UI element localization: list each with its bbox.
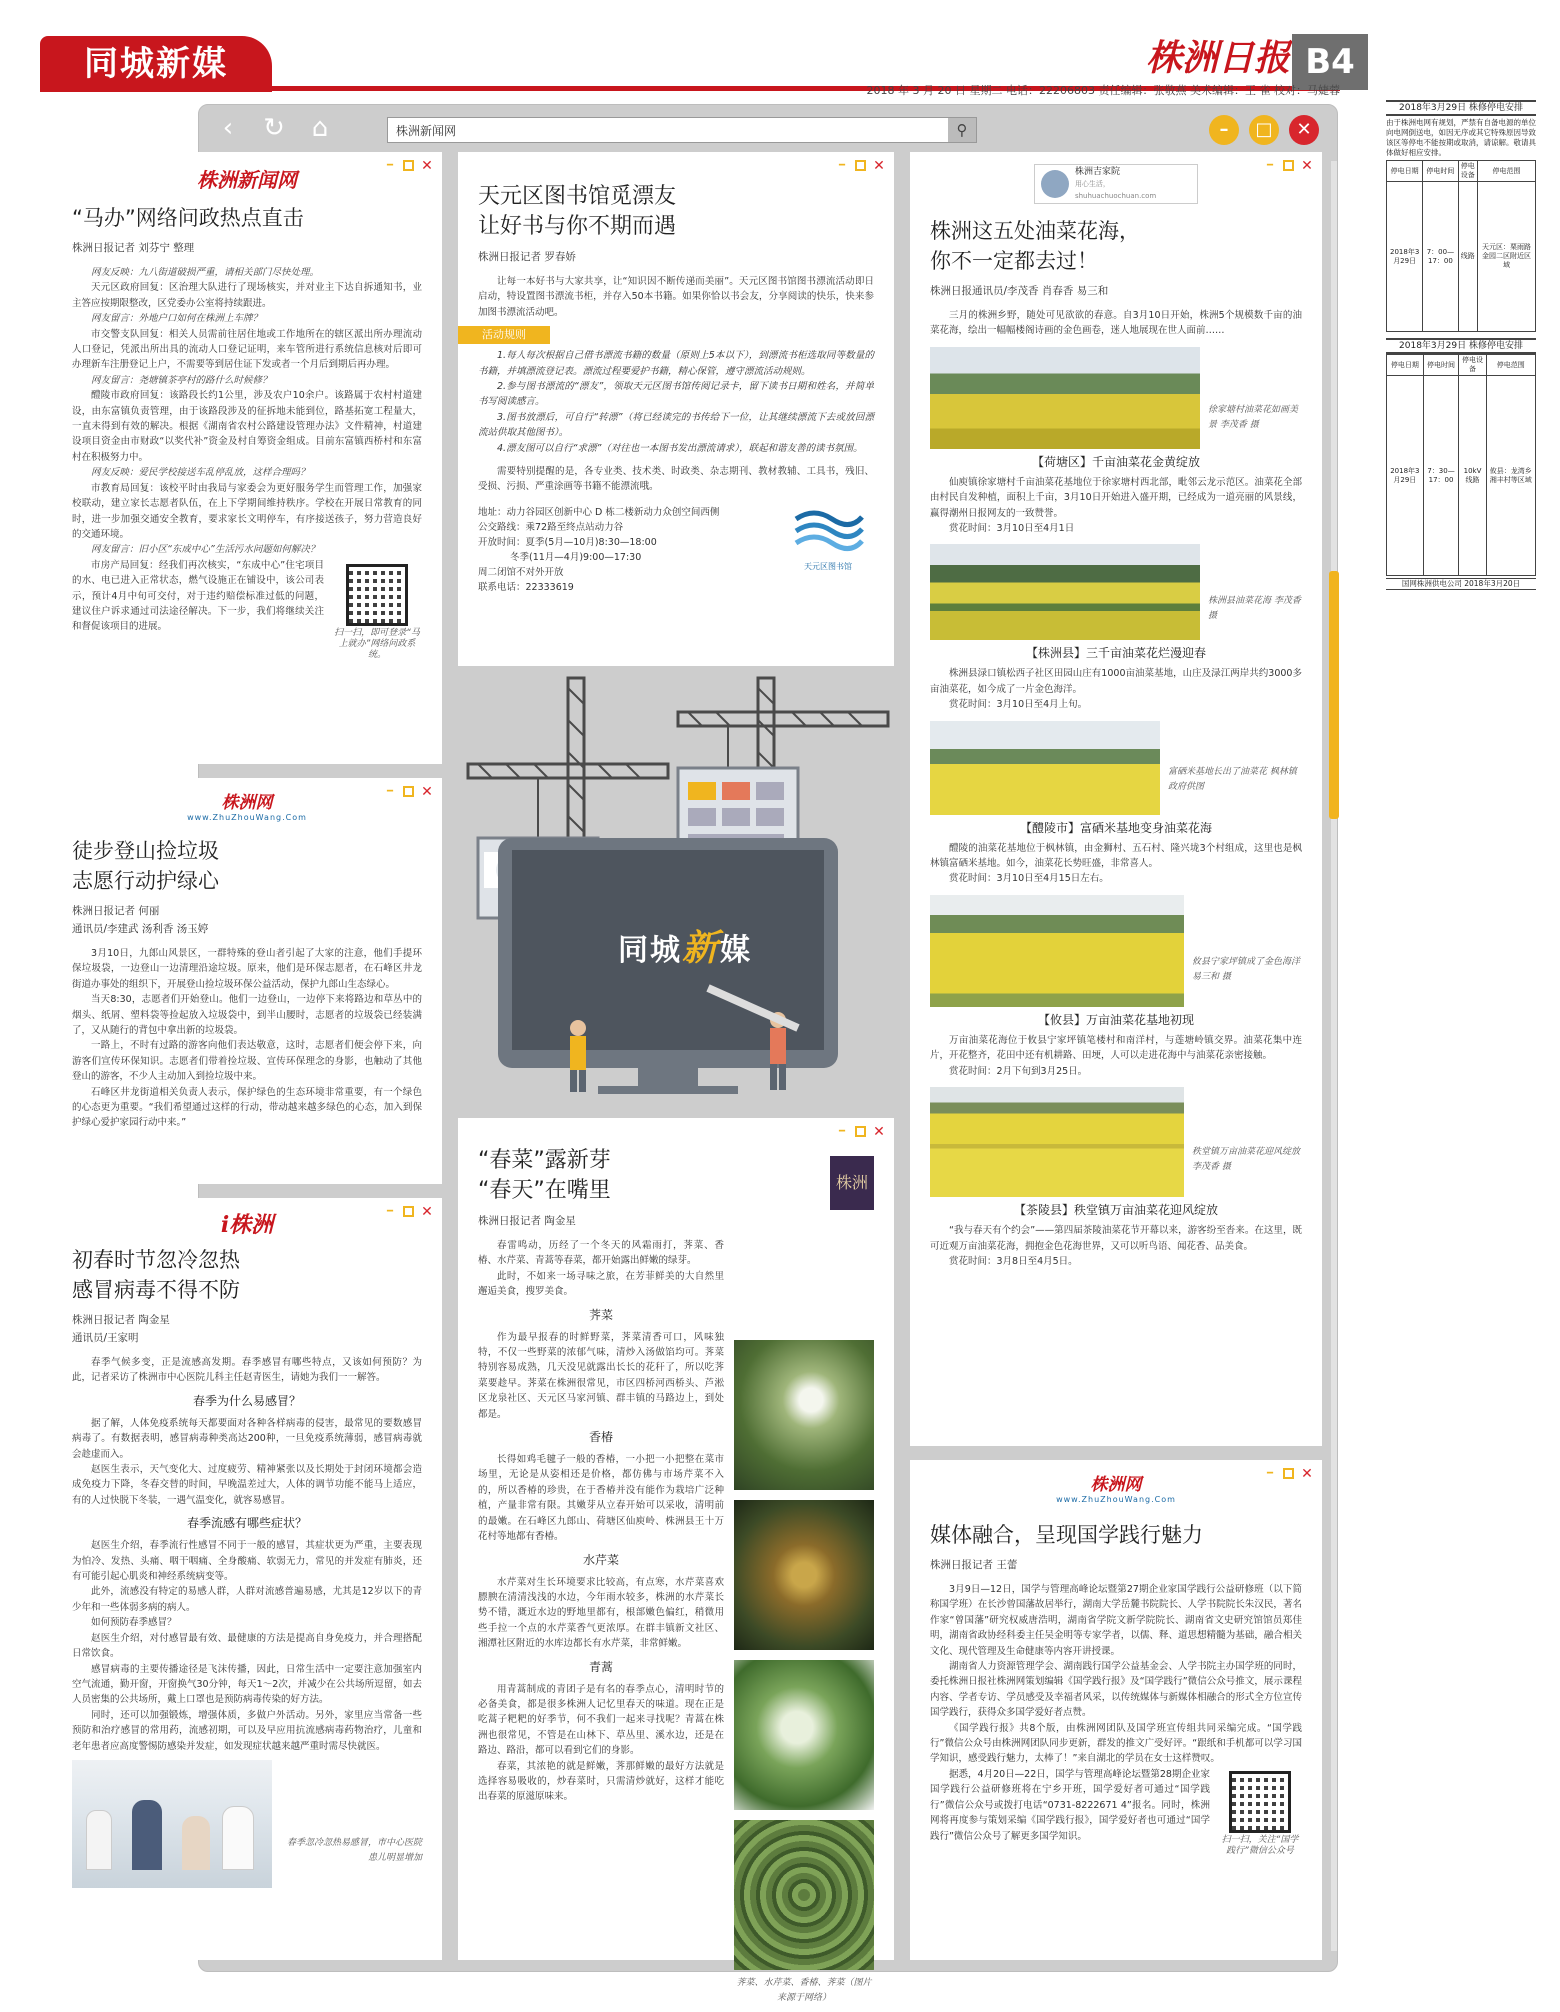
banner-text: 媒	[720, 933, 753, 968]
article-card-cold	[52, 1198, 442, 1960]
zhuzhou-wang-logo: 株洲网	[221, 793, 273, 813]
article-title: 你不一定都去过！	[930, 249, 1098, 273]
toon-sprout-photo	[734, 1500, 874, 1650]
col-header: 停电时间	[1423, 355, 1459, 376]
zhuzhou-news-logo: 株洲新闻网	[197, 168, 297, 192]
banner-text-highlight: 新	[682, 928, 721, 969]
region-title: 【茶陵县】秩堂镇万亩油菜花迎风绽放	[1013, 1203, 1218, 1218]
question: 网友反映：爱民学校接送车乱停乱放，这样合理吗？	[91, 467, 310, 479]
article-card-guoxue	[910, 1460, 1322, 1960]
notice-title: 2018年3月29日 株修停电安排	[1386, 338, 1536, 354]
paragraph: 一路上，不时有过路的游客向他们表达敬意，这时，志愿者们便会停下来，向游客们宣传环保知识。志愿者们带着捡垃圾、宣传环保理念的身影，也触动了其他登山的游客，不少人主动加入到捡垃圾中来。	[72, 1040, 422, 1083]
photo-row	[930, 721, 1302, 815]
paragraph: 春季气候多变，正是流感高发期。春季感冒有哪些特点，又该如何预防？为此，记者采访了株洲市中心医院儿科主任赵青医生，请她为我们一一解答。	[72, 1357, 422, 1384]
paragraph: 赵医生介绍，对付感冒最有效、最健康的方法是提高自身免疫力，并合理搭配日常饮食。	[72, 1632, 422, 1660]
library-logo-icon	[792, 505, 864, 557]
card-controls	[835, 1126, 886, 1138]
library-details	[478, 505, 782, 595]
article-title: “马办”网络问政热点直击	[72, 206, 304, 230]
article-byline: 株洲日报记者 陶金星	[478, 1215, 576, 1227]
article-body	[930, 1223, 1302, 1269]
account-name: 株洲吉家院	[1074, 167, 1120, 177]
rules-list	[478, 348, 874, 456]
paragraph: 此时，不如来一场寻味之旅，在芳菲鲜美的大自然里邂逅美食，搜罗美食。	[478, 1270, 724, 1298]
paragraph: “我与春天有个约会”——第四届茶陵油菜花节开幕以来，游客纷至沓来。在这里，既可近观万亩油菜花海，拥抱金色花海世界，又可以听鸟语、闻花香、品美食。	[930, 1225, 1302, 1252]
qr-block	[1218, 1767, 1302, 1857]
qr-caption: 扫一扫，关注“国学践行”微信公众号	[1221, 1834, 1299, 1856]
chaling-photo	[930, 1087, 1184, 1197]
rule: 2.参与图书漂流的“漂友”，领取天元区图书馆传阅记录卡，留下读书日期和姓名，并简单书写阅读感言。	[478, 381, 874, 408]
card-maximize-icon[interactable]	[855, 160, 866, 171]
article-title: “春菜”露新芽	[478, 1148, 611, 1173]
shepherds-purse-photo	[734, 1340, 874, 1490]
viewing-time: 赏花时间：3月10日至4月1日	[949, 523, 1075, 535]
qr-caption: 扫一扫，即可登录“马上就办”网络问政系统。	[334, 627, 420, 660]
outage-table	[1386, 160, 1536, 332]
card-maximize-icon[interactable]	[403, 160, 414, 171]
paragraph: 石峰区井龙街道相关负责人表示，保护绿色的生态环境非常重要，有一个绿色的心态更为重要。“我们希望通过这样的行动，带动越来越多绿色的心态，加入到保护绿心爱护家园行动中来。”	[72, 1086, 422, 1129]
photo-row	[930, 1087, 1302, 1197]
article-body	[930, 1033, 1302, 1079]
card-minimize-icon[interactable]: ━	[838, 1126, 846, 1137]
article-byline: 株洲日报记者 刘芬宁 整理	[72, 242, 195, 254]
article-card-ma-ban	[52, 152, 442, 764]
article-title: 初春时节忽冷忽热	[72, 1248, 240, 1272]
subheading: 春季为什么易感冒？	[192, 1393, 301, 1408]
col-header: 停电时间	[1423, 161, 1458, 182]
address-bar[interactable]	[387, 117, 977, 143]
minimize-icon[interactable]: –	[1209, 115, 1239, 145]
region-title: 【荷塘区】千亩油菜花金黄绽放	[1031, 454, 1200, 469]
article-byline: 通讯员/王家明	[72, 1332, 139, 1344]
card-maximize-icon[interactable]	[403, 786, 414, 797]
article-title: 媒体融合，呈现国学践行魅力	[930, 1523, 1203, 1547]
account-sub: 用心生活，shuhuachuochuan.com	[1074, 180, 1157, 200]
paragraph: 需要特别提醒的是，各专业类、技术类、时政类、杂志期刊、教材教辅、工具书，残旧、受损、污损、严重涂画等书籍不能漂流哦。	[478, 466, 874, 493]
photo-caption: 荠菜、水芹菜、香椿、荠菜（图片来源于网络）	[736, 1978, 872, 2003]
table-cell: 7：00—17：00	[1423, 182, 1458, 332]
paragraph: 水芹菜对生长环境要求比较高，有点寒，水芹菜喜欢膘腴在清清浅浅的水边，今年雨水较多，株洲的水芹菜长势不错，溉近水边的野地里都有，根部嫩色偏红，稍微用些手拉一个点的水芹菜香气更浓厚。在群丰镇新文社区、湘潭社区附近的水库边都长有水芹菜，非常鲜嫩。	[478, 1576, 724, 1650]
article-title: 让好书与你不期而遇	[478, 214, 677, 239]
table-cell: 2018年3月29日	[1387, 182, 1423, 332]
zhuzhou-wang-logo: 株洲网	[1090, 1475, 1142, 1495]
bus-route: 公交路线：乘72路至终点站动力谷	[478, 521, 624, 533]
qr-code-icon[interactable]	[346, 564, 408, 626]
back-icon[interactable]: ‹	[222, 113, 234, 143]
article-body	[930, 666, 1302, 712]
article-byline: 株洲日报记者 罗春娇	[478, 251, 576, 263]
paragraph: 赵医生表示，天气变化大、过度疲劳、精神紧张以及长期处于封闭环境都会造成免疫力下降，冬春交替的时间，早晚温差过大，人体的调节功能不能马上适应，有的人过快脱下冬装，一遇气温变化，就容易感冒。	[72, 1464, 422, 1506]
article-body	[478, 274, 874, 320]
col-header: 停电范围	[1486, 355, 1535, 376]
article-body	[478, 1238, 724, 2006]
banner-illustration	[458, 668, 894, 1108]
library-logo	[782, 505, 874, 595]
paragraph: 据悉，4月20日—22日，国学与管理高峰论坛暨第28期企业家国学践行公益研修班将在宁乡开班，国学爱好者可通过“国学践行”微信公众号或拨打电话“0731-8222671 4”报名。同时，株洲网将再度参与策划采编《国学践行报》，国学爱好者也可通过“国学践行”微信公众号了解更多国学知识。	[930, 1768, 1210, 1842]
opening-hours-winter: 冬季(11月—4月)9:00—17:30	[510, 551, 642, 563]
article-byline: 株洲日报通讯员/李茂香 肖春香 易三和	[930, 285, 1109, 297]
vegetable-photos	[734, 1238, 874, 2006]
article-card-hiking	[52, 778, 442, 1184]
subheading: 青蒿	[588, 1659, 613, 1674]
closed-day: 周二闭馆不对外开放	[478, 566, 564, 578]
card-controls	[383, 1206, 434, 1218]
account-text	[1075, 166, 1191, 202]
card-minimize-icon[interactable]: ━	[386, 1206, 394, 1217]
answer: 醴陵市政府回复：该路段长约1公里，涉及农户10余户。该路属于农村村道建设，由东富镇负责管理，由于该路段涉及的征拆地未能到位，路基拓宽工程量大，一直未得到有效的解决。根据《湖南省农村公路建设管理办法》文件精神，村道建设项目资金由市财政“以奖代补”资金及村自筹资金组成。目前东富镇西桥村和东富村在积极努力中。	[72, 390, 422, 463]
card-controls	[383, 786, 434, 798]
water-celery-photo	[734, 1660, 874, 1810]
table-cell: 2018年3月29日	[1387, 376, 1424, 576]
article-card-rapeseed	[910, 152, 1322, 1446]
card-minimize-icon[interactable]: ━	[1266, 160, 1274, 171]
paragraph: 3月10日，九郎山风景区，一群特殊的登山者引起了大家的注意，他们手提环保垃圾袋，一边登山一边清理沿途垃圾。原来，他们是环保志愿者，在石峰区井龙街道办事处的组织下，开展登山捡垃圾环保公益活动，保护九郎山生态绿心。	[72, 948, 422, 990]
card-minimize-icon[interactable]: ━	[838, 160, 846, 171]
paragraph: 湖南省人力资源管理学会、湖南践行国学公益基金会、人学书院主办国学班的同时，委托株洲日报社株洲网策划编辑《国学践行报》及“国学践行”微信公众号推文，展示课程内容、学者专访、学员感受及幸福者风采，以传统媒体与新媒体相融合的形式全方位宣传国学践行，获得众多国学爱好者点赞。	[930, 1661, 1302, 1719]
col-header: 停电日期	[1387, 355, 1424, 376]
close-icon[interactable]: ✕	[1289, 115, 1319, 145]
card-close-icon[interactable]: ✕	[1301, 158, 1313, 174]
power-outage-notice	[1386, 94, 1536, 592]
article-title: 徒步登山捡垃圾	[72, 839, 219, 863]
youxian-photo	[930, 895, 1184, 1007]
region-title: 【攸县】万亩油菜花基地初现	[1037, 1012, 1194, 1027]
article-card-library	[458, 152, 894, 666]
photo-caption: 富硒米基地长出了油菜花 枫林镇政府供图	[1168, 766, 1297, 792]
notice-footer: 国网株洲供电公司 2018年3月20日	[1386, 578, 1536, 590]
paragraph: 《国学践行报》共8个版，由株洲网团队及国学班宣传组共同采编完成。“国学践行”微信公众号由株洲网团队同步更新，群发的推文广受好评。“跟纸和手机都可以学习国学知识，感受践行魅力，太棒了！”来自湖北的学员在女士这样赞叹。	[930, 1722, 1302, 1765]
newspaper-logo: 株洲日报	[1145, 37, 1290, 79]
paragraph: 仙庾镇徐家塘村千亩油菜花基地位于徐家塘村西北部，毗邻云龙示范区。油菜花全部由村民自发种植，面积上千亩，3月10日开始进入盛开期，已经成为一道亮丽的风景线，赢得潮州日报网友的一致赞誉。	[930, 476, 1302, 519]
card-close-icon[interactable]: ✕	[421, 1204, 433, 1220]
cranes-monitor-illustration	[458, 668, 894, 1108]
photo-caption: 攸县宁家坪镇成了金色海洋 易三和 摄	[1192, 956, 1301, 982]
paragraph: 感冒病毒的主要传播途径是飞沫传播，因此，日常生活中一定要注意加强室内空气流通，勤开窗，开窗换气30分钟，每天1～2次，并减少在公共场所逗留，如去人员密集的公共场所，戴上口罩也是预防病毒传染的好方法。	[72, 1663, 422, 1706]
wormwood-photo	[734, 1820, 874, 1970]
logo-url: www.ZhuZhouWang.Com	[1056, 1495, 1176, 1504]
card-controls	[1263, 160, 1314, 172]
table-cell: 攸县：龙湾乡湘丰村等区域	[1486, 376, 1535, 576]
col-header: 停电范围	[1477, 161, 1535, 182]
article-byline: 株洲日报记者 陶金星	[72, 1314, 170, 1326]
article-byline: 株洲日报记者 王蕾	[930, 1559, 1018, 1571]
paragraph: 用青蒿制成的青团子是有名的春季点心，清明时节的必备美食，都是很多株洲人记忆里春天的味道。现在正是吃蒿子粑粑的好季节，何不我们一起来寻找呢？青蒿在株洲也很常见，不管是在山林下、草丛里、溪水边，还是在路边、路沿，都可以看到它们的身影。	[478, 1683, 724, 1757]
url-input[interactable]	[388, 118, 928, 142]
hospital-photo	[72, 1760, 272, 1888]
article-body	[930, 475, 1302, 537]
paragraph: 醴陵的油菜花基地位于枫林镇，由金狮村、五石村、隆兴垅3个村组成，这里也是枫林镇富硒米基地。如今，油菜花长势旺盛，非常喜人。	[930, 842, 1302, 870]
card-close-icon[interactable]: ✕	[1301, 1466, 1313, 1482]
region-title: 【株洲县】三千亩油菜花烂漫迎春	[1025, 646, 1206, 661]
liling-photo	[930, 721, 1160, 815]
article-title: 志愿行动护绿心	[72, 869, 219, 893]
card-maximize-icon[interactable]	[1283, 1468, 1294, 1479]
browser-toolbar	[199, 105, 1337, 153]
card-close-icon[interactable]: ✕	[873, 1124, 885, 1140]
account-avatar	[1041, 170, 1069, 198]
card-close-icon[interactable]: ✕	[421, 158, 433, 174]
article-title: “春天”在嘴里	[478, 1178, 611, 1203]
logo-url: www.ZhuZhouWang.Com	[187, 813, 307, 822]
answer: 市房产局回复：经我们再次核实，“东成中心”住宅项目的水、电已进入正常状态，燃气设施正在铺设中，该公司表示，预计4月中旬可交付，对于违约赔偿标准过低的问题，建议住户诉求通过司法途径解决。下一步，我们将继续关注和督促该项目的进展。	[72, 559, 324, 633]
paragraph: 如何预防春季感冒？	[91, 1617, 177, 1629]
page-number: B4	[1292, 34, 1368, 90]
card-maximize-icon[interactable]	[855, 1126, 866, 1137]
table-cell: 线路	[1458, 182, 1477, 332]
col-header: 停电日期	[1387, 161, 1423, 182]
izhuzhou-logo: i株洲	[220, 1212, 274, 1238]
refresh-icon[interactable]: ↻	[263, 113, 285, 143]
photo-row	[930, 544, 1302, 640]
viewing-time: 赏花时间：2月下旬到3月25日。	[949, 1065, 1088, 1077]
dateline: 2018 年 3 月 20 日 星期二 电话：22206803 责任编辑：张敬燕 美术编辑：王 雀 校对：马婕蓉	[866, 84, 1340, 97]
viewing-time: 赏花时间：3月10日至4月上旬。	[949, 699, 1088, 711]
card-close-icon[interactable]: ✕	[873, 158, 885, 174]
card-minimize-icon[interactable]: ━	[386, 160, 394, 171]
photo-caption: 秩堂镇万亩油菜花迎风绽放 李茂香 摄	[1192, 1147, 1301, 1173]
account-badge	[1034, 164, 1198, 204]
article-body	[478, 464, 874, 495]
article-body	[930, 308, 1302, 339]
article-byline: 株洲日报记者 何丽	[72, 905, 160, 917]
phone: 联系电话：22333619	[478, 581, 574, 593]
library-info	[478, 505, 874, 595]
photo-row	[930, 347, 1302, 449]
banner-title	[618, 920, 752, 971]
rule: 3.图书放漂后，可自行“转漂”（将已经读完的书传给下一位，让其继续漂流下去或放回漂流站供取其他图书）。	[478, 411, 874, 439]
question: 网友留言：旧小区“东成中心”生活污水问题如何解决？	[91, 544, 320, 556]
viewing-time: 赏花时间：3月8日至4月5日。	[949, 1255, 1078, 1267]
answer: 天元区政府回复：区治理大队进行了现场核实，并对业主下达自拆通知书，业主答应按期限整改，区党委办公室将持续跟进。	[72, 282, 422, 309]
qr-code-icon[interactable]	[1229, 1771, 1291, 1833]
card-minimize-icon[interactable]: ━	[386, 786, 394, 797]
rules-tag: 活动规则	[458, 326, 550, 344]
zhuzhou-app-logo: 株洲	[830, 1156, 874, 1210]
photo-row	[930, 895, 1302, 1007]
answer: 市交警支队回复：相关人员需前往居住地或工作地所在的辖区派出所办理流动人口登记，凭派出所出具的流动人口登记证明，来车管所进行系统信息核对后即可办理新车注册登记上户，不需要等到居住证下发或者一个月后到期后再办理。	[72, 328, 422, 371]
section-tag: 同城新媒	[40, 36, 272, 92]
paragraph: 让每一本好书与大家共享，让“知识因不断传递而美丽”。天元区图书馆图书漂流活动即日启动，特设置图书漂流书柜，并存入50本书籍。如果你恰以书会友，分享阅读的快乐，快来参加图书漂流活动吧。	[478, 276, 874, 318]
search-icon[interactable]: ⚲	[948, 118, 976, 142]
paragraph: 作为最早报春的时鲜野菜，荠菜清香可口，风味独特，不仅一些野菜的浓郁气味，清炒入汤做馅均可。荠菜特别容易成熟，几天没见就露出长长的花秆了，所以吃荠菜要趁早。荠菜在株洲很常见，市区四桥河西桥头、芦淞区龙泉社区、天元区马家河镇、群丰镇的马路边上，到处都是。	[478, 1331, 724, 1420]
paragraph: 株洲县渌口镇松西子社区田园山庄有1000亩油菜基地，山庄及渌江两岸共约3000多亩油菜花，如今成了一片金色海洋。	[930, 668, 1302, 695]
subheading: 水芹菜	[582, 1552, 619, 1567]
article-body	[72, 265, 422, 661]
notice-note: 由于株洲电网有规划，严禁有自备电源的单位向电网倒送电，如因无序或其它特殊原因导致该区等停电不能按期或取消，请谅解。敬请具体做好相应安排。	[1386, 118, 1536, 157]
opening-hours: 开放时间：夏季(5月—10月)8:30—18:00	[478, 536, 657, 548]
paragraph: 三月的株洲乡野，随处可见欲欲的春意。自3月10日开始，株洲5个规模数千亩的油菜花海，绘出一幅幅楼阁诗画的金色画卷，迷人地展现在世人面前……	[930, 310, 1302, 337]
rule: 4.漂友图可以自行“求漂”（对往也一本图书发出漂流请求），联起和谐友善的读书氛围。	[497, 442, 863, 454]
paragraph: 3月9日—12日，国学与管理高峰论坛暨第27期企业家国学践行公益研修班（以下简称国学班）在长沙曾国藩故居举行，湖南大学岳麓书院院长、人学书院院长朱汉民，著名作家“曾国藩”研究权威唐浩明，湖南省学院文新学院院长、湖南省文史研究馆馆员郑佳明，湖南省政协经科委主任吴金明等专家学者，以儒、释、道思想精髓为基础，融合相关文化、现代管理及生命健康等内容开讲授课。	[930, 1584, 1302, 1657]
card-maximize-icon[interactable]	[1283, 160, 1294, 171]
home-icon[interactable]: ⌂	[311, 113, 329, 143]
photo-row	[72, 1760, 422, 1888]
question: 网友留言：尧塘镇茶亭村的路什么时候修？	[91, 374, 272, 386]
col-header: 停电设备	[1458, 161, 1477, 182]
question: 网友反映：九八街道破损严重，请相关部门尽快处理。	[91, 267, 320, 278]
subheading: 荠菜	[588, 1307, 613, 1322]
subheading: 春季流感有哪些症状？	[186, 1516, 307, 1531]
viewing-time: 赏花时间：3月10日至4月15日左右。	[949, 873, 1109, 885]
address: 地址：动力谷园区创新中心 D 栋二楼新动力众创空间西侧	[478, 506, 720, 518]
card-close-icon[interactable]: ✕	[421, 784, 433, 800]
card-controls	[383, 160, 434, 172]
banner-text: 同城	[618, 933, 682, 968]
scrollbar-thumb[interactable]	[1329, 571, 1339, 819]
table-cell: 7：30—17：00	[1423, 376, 1459, 576]
article-body	[930, 1582, 1302, 1857]
article-title: 感冒病毒不得不防	[72, 1278, 240, 1302]
maximize-icon[interactable]: □	[1249, 115, 1279, 145]
photo-caption: 徐家塘村油菜花如画美景 李茂香 摄	[1208, 404, 1299, 430]
library-logo-text: 天元区图书馆	[804, 561, 852, 571]
card-minimize-icon[interactable]: ━	[1266, 1468, 1274, 1479]
article-body	[930, 841, 1302, 887]
notice-title: 2018年3月29日 株修停电安排	[1386, 100, 1536, 116]
question: 网友留言：外地户口如何在株洲上车牌？	[91, 313, 263, 325]
qr-block	[332, 558, 422, 661]
photo-caption: 株洲县油菜花海 李茂香 摄	[1208, 596, 1301, 622]
paragraph: 据了解，人体免疫系统每天都要面对各种各样病毒的侵害，最常见的要数感冒病毒了。有数据表明，感冒病毒种类高达200种，一旦免疫系统薄弱，感冒病毒就会趁虚而入。	[72, 1417, 422, 1460]
article-body	[72, 946, 422, 1131]
region-title: 【醴陵市】富硒米基地变身油菜花海	[1019, 820, 1212, 835]
answer: 市教育局回复：该校平时由我局与家委会为更好服务学生而管理工作，加强家校联动，建立家长志愿者队伍，在上下学期间维持秩序。学校在开展日常教育的同时，进一步加强交通安全教育，要求家长文明停车，有序接送孩子，努力营造良好的交通环境。	[72, 482, 422, 540]
paragraph: 此外，流感没有特定的易感人群，人群对流感普遍易感，尤其是12岁以下的青少年和一些体弱多病的病人。	[72, 1586, 422, 1613]
card-controls	[1263, 1468, 1314, 1480]
article-card-spring-greens	[458, 1118, 894, 2003]
zhuzhou-county-photo	[930, 544, 1200, 640]
rule: 1.每人每次根据自己借书漂流书籍的数量（原则上5本以下），到漂流书柜选取同等数量的书籍，并填漂流登记表。漂流过程要爱护书籍，精心保管，遵守漂流活动规则。	[478, 350, 874, 377]
article-body	[72, 1355, 422, 1754]
card-controls	[835, 160, 886, 172]
paragraph: 当天8:30，志愿者们开始登山。他们一边登山，一边停下来将路边和草丛中的烟头、纸屑、塑料袋等捡起放入垃圾袋中，到半山腰时，志愿者的垃圾袋已经装满了，又从随行的背包中拿出新的垃圾袋。	[72, 994, 422, 1037]
photo-caption: 春季忽冷忽热易感冒，市中心医院患儿明显增加	[286, 1837, 422, 1863]
paragraph: 长得如鸡毛毽子一般的香椿，一小把一小把整在菜市场里，无论是从姿相还是价格，都仿佛与市场芹菜不入的，所以香椿的珍贵，在于香椿并没有能作为栽培广泛种植，产量非常有限。其嫩芽从立春开始可以采收，清明前的最嫩。在石峰区九郎山、荷塘区仙庾岭、株洲县王十万花村等地都有香椿。	[478, 1454, 724, 1543]
paragraph: 赵医生介绍，春季流行性感冒不同于一般的感冒，其症状更为严重，主要表现为怕冷、发热、头痛、咽干咽痛、全身酸痛、软弱无力，常见的并发症有肺炎，还有可能引起心肌炎和神经系统病变等。	[72, 1540, 422, 1583]
article-columns	[478, 1238, 874, 2006]
subheading: 香椿	[588, 1430, 613, 1445]
table-cell: 天元区：栗雨路金园二区附近区域	[1477, 182, 1535, 332]
table-cell: 10kV线路	[1459, 376, 1486, 576]
card-maximize-icon[interactable]	[403, 1206, 414, 1217]
scrollbar-track[interactable]	[1331, 161, 1337, 1951]
article-byline: 通讯员/李建武 汤利香 汤玉婷	[72, 923, 209, 935]
article-title: 天元区图书馆觅漂友	[478, 184, 677, 209]
paragraph: 春菜，其浓艳的就是鲜嫩，荠那鲜嫩的最好方法就是选择容易吸收的，炒春菜时，只需清炒就好，这样才能吃出春菜的原滋原味来。	[478, 1760, 724, 1803]
outage-table	[1386, 354, 1536, 576]
article-title: 株洲这五处油菜花海，	[930, 219, 1140, 243]
paragraph: 春雷鸣动，历经了一个冬天的风霜雨打，荠菜、香椿、水芹菜、青蒿等春菜，都开始露出鲜嫩的绿芽。	[478, 1240, 724, 1267]
paragraph: 万亩油菜花海位于攸县宁家坪镇笔楼村和南洋村，与莲塘岭镇交界。油菜花集中连片，开花整齐，花田中还有机耕路、田埂，人可以走进花海中与油菜花亲密接触。	[930, 1034, 1302, 1062]
hetang-photo	[930, 347, 1200, 449]
paragraph: 同时，还可以加强锻炼，增强体质，多做户外活动。另外，家里应当常备一些预防和治疗感冒的常用药，流感初期，可以及早应用抗流感病毒药物治疗，儿童和老年患者应高度警惕防感染并发症，如发现症状越来越严重时需尽快就医。	[72, 1709, 422, 1752]
col-header: 停电设备	[1459, 355, 1486, 376]
